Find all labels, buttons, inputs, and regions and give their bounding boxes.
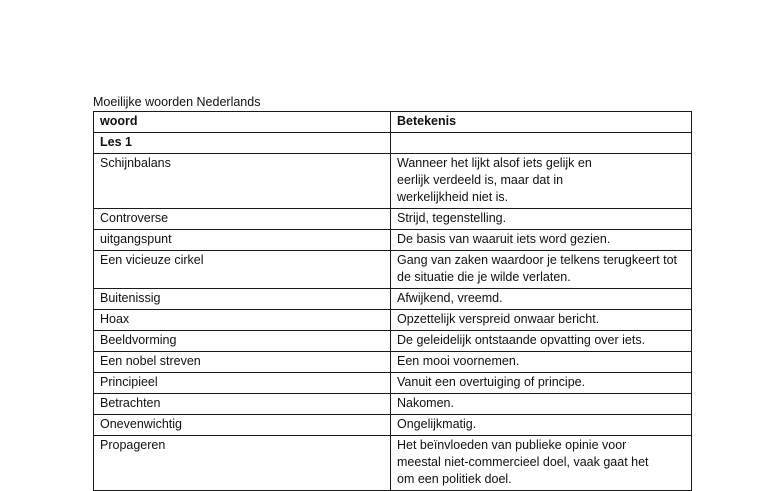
word-cell: Een vicieuze cirkel bbox=[94, 251, 391, 289]
meaning-cell bbox=[391, 436, 692, 491]
word-cell: Propageren bbox=[94, 436, 391, 491]
meaning-cell: Vanuit een overtuiging of principe. bbox=[391, 373, 692, 394]
meaning-cell: Nakomen. bbox=[391, 394, 692, 415]
meaning-text: Wanneer het lijkt alsof iets gelijk en eerlijk verdeeld is, maar dat in werkelijkheid niet is. bbox=[397, 156, 592, 204]
meaning-text: Het beïnvloeden van publieke opinie voor meestal niet-commercieel doel, vaak gaat het om een politiek doel. bbox=[397, 438, 649, 486]
table-header-row bbox=[94, 112, 692, 133]
table-row bbox=[94, 436, 692, 491]
meaning-cell: Afwijkend, vreemd. bbox=[391, 289, 692, 310]
word-cell: Hoax bbox=[94, 310, 391, 331]
meaning-cell: Opzettelijk verspreid onwaar bericht. bbox=[391, 310, 692, 331]
table-row bbox=[94, 331, 692, 352]
table-row bbox=[94, 154, 692, 209]
header-woord: woord bbox=[94, 112, 391, 133]
meaning-cell: Een mooi voornemen. bbox=[391, 352, 692, 373]
document-title: Moeilijke woorden Nederlands bbox=[93, 95, 261, 109]
section-row bbox=[94, 133, 692, 154]
word-cell: Principieel bbox=[94, 373, 391, 394]
table-row bbox=[94, 251, 692, 289]
word-cell: Schijnbalans bbox=[94, 154, 391, 209]
section-label: Les 1 bbox=[94, 133, 391, 154]
word-cell: Controverse bbox=[94, 209, 391, 230]
word-cell: Onevenwichtig bbox=[94, 415, 391, 436]
table-row bbox=[94, 415, 692, 436]
word-cell: Buitenissig bbox=[94, 289, 391, 310]
meaning-cell bbox=[391, 251, 692, 289]
table-row bbox=[94, 352, 692, 373]
section-empty-cell bbox=[391, 133, 692, 154]
table-row bbox=[94, 230, 692, 251]
word-cell: Beeldvorming bbox=[94, 331, 391, 352]
table-row bbox=[94, 310, 692, 331]
table-row bbox=[94, 209, 692, 230]
meaning-text: Gang van zaken waardoor je telkens terugkeert tot de situatie die je wilde verlaten. bbox=[397, 253, 678, 284]
meaning-cell: Ongelijkmatig. bbox=[391, 415, 692, 436]
meaning-cell: De basis van waaruit iets word gezien. bbox=[391, 230, 692, 251]
header-betekenis: Betekenis bbox=[391, 112, 692, 133]
meaning-cell: De geleidelijk ontstaande opvatting over iets. bbox=[391, 331, 692, 352]
meaning-cell bbox=[391, 154, 692, 209]
table-row bbox=[94, 373, 692, 394]
table-row bbox=[94, 289, 692, 310]
table-row bbox=[94, 394, 692, 415]
word-cell: Betrachten bbox=[94, 394, 391, 415]
vocabulary-table bbox=[93, 111, 692, 491]
word-cell: Een nobel streven bbox=[94, 352, 391, 373]
word-cell: uitgangspunt bbox=[94, 230, 391, 251]
meaning-cell: Strijd, tegenstelling. bbox=[391, 209, 692, 230]
